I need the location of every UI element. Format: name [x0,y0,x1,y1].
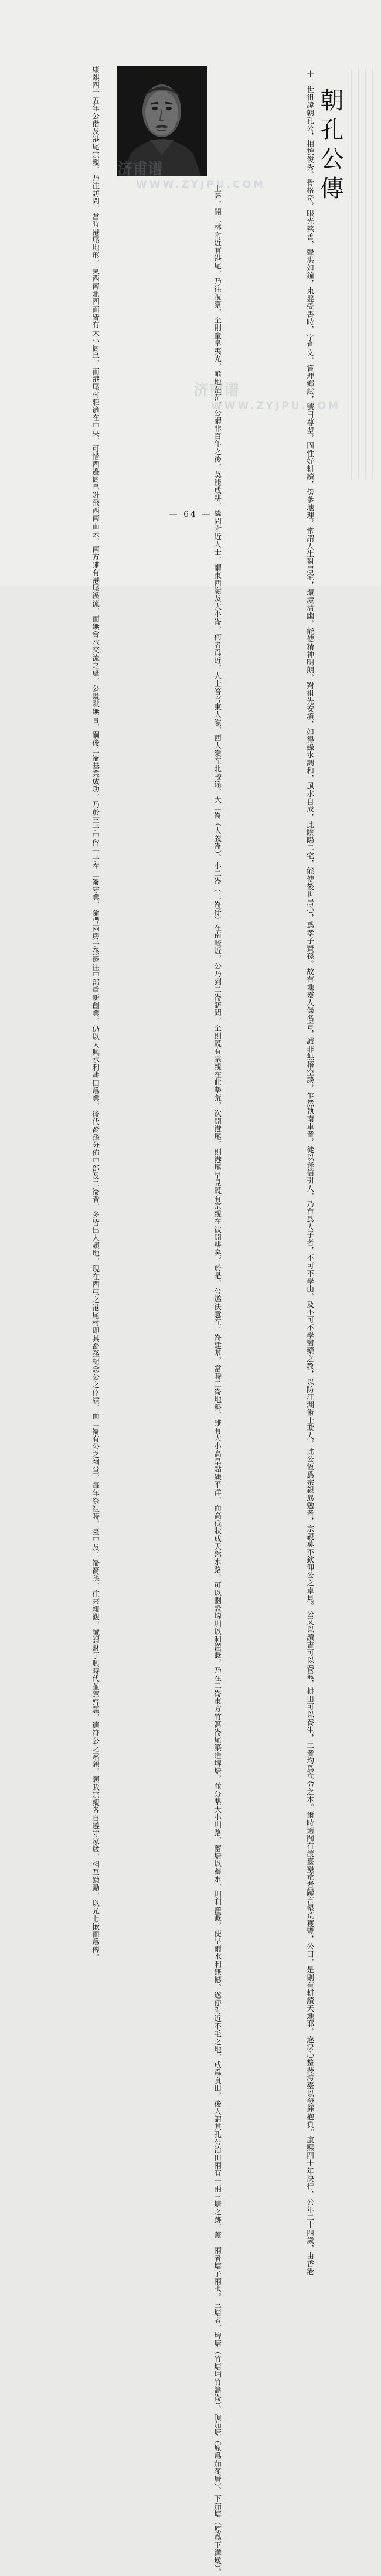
ancestor-portrait-photo [117,66,207,176]
paragraph-3: 康熙四十五年公偕及港尾宗親，乃往訪問，當時港尾地形，東西南北四面皆有大小崗阜，而港尾村莊適在中央，可惜西邊崗阜針飛西南而去，南方雖有港尾溪流，而無會水交流之處，公既默無言，嗣後二崙基業成功，乃於三子中留一子在二崙守業，隨帶兩房子孫遷往中部重新創業，仍以大興水利耕田爲業，後代裔孫分佈中部及二崙者，多皆出人頭地，現在西屯之港尾村即其裔孫紀念公之倖績，而二崙有公之祠堂，每年祭祖時，臺中及二崙裔孫，往來親觀，誠謂財丁興時代並駕齊驅，適符公之素願，願我宗親各自遵守家箴，相互勉勵，以光七嵌而爲傳。 [91,66,100,1961]
biography-text-top [218,70,318,2275]
watermark-cn-lower: 济甫谱 [193,382,240,399]
watermark-url-lower: WWW.ZYJPU.COM [211,400,341,412]
back-page-bleed-through [351,69,376,479]
paragraph-1: 十二世祖諱朝孔公，相貌俊秀，骨格奇，眼光慈善，聲洪如鐘，束髮受書時，字倉文，嘗理鄉試，號曰尊聖，固性好耕讀，傍參地理，常謂人生對居宅，環境清幽，能使精神明朗，對祖先安墳，如得綠水調和，風水自成，此陰陽二宅，能使後世居心，爲孝子賢孫。故有地靈人傑名言，誠非無稽空談，乍然執南車者，徒以迷信引人，乃有爲人子者，不可不學山，及不可不學醫藥之教，以防江湖術士欺人，此公恆爲宗親勗勉者，宗親莫不欽仰公之卓見。公又以讀書可以養氣，耕田可以養生，二者均爲立命之本。爾時適聞有渡臺墾荒者歸言墾荒獲豐，公曰，是則有耕讀天地耶，遂決心整裝渡臺以發揮抱負。康熙四十年決行，公年二十四歲，由香港 [305,70,314,2275]
watermark-url: WWW.ZYJPU.COM [136,179,266,190]
paragraph-2: 上陸，開二林附近有港尾，乃往視察，至則童阜夷光，亟地茫茫，公謂非百年之後，莫能成耕，繼問附近人士，謂東西嶺及大小崙，何者爲近，人士答言東大嶺、西大嶺在北較遠，大二崙（大義崙）、小二崙（二崙仔）在南較近，公乃到二崙訪問，至則既有宗親在此墾荒，次開港尾，則港尾早見既有宗親在彼開耕矣。於是，公遂決意在二崙建基，當時二崙地勢，雖有大小高阜點綴平洋，而高低狀成天然水路，可以劃設埤圳以利灌溉，乃在二崙東方竹篙崙尾築造埤塘，並分墾大小圳路，蓄塘以蓄水，圳利灌溉，使早雨水利無憾。遂使附近不毛之地，成爲良田，後人謂其孔公治田兩有一兩三塘之跡，蓋一兩者塘子兩也。三塘者，埤塘（竹塘埔竹篙崙）、頂茄塘（原爲茄苳厝）、下茄塘（原爲下溝墘）。 [213,185,222,2576]
portrait-icon [117,66,207,176]
page-title: 朝孔公傳 [317,88,343,205]
page-number: — 64 — [169,510,212,519]
watermark-cn: 济甫谱 [117,161,164,178]
biography-text-left [15,66,103,1961]
